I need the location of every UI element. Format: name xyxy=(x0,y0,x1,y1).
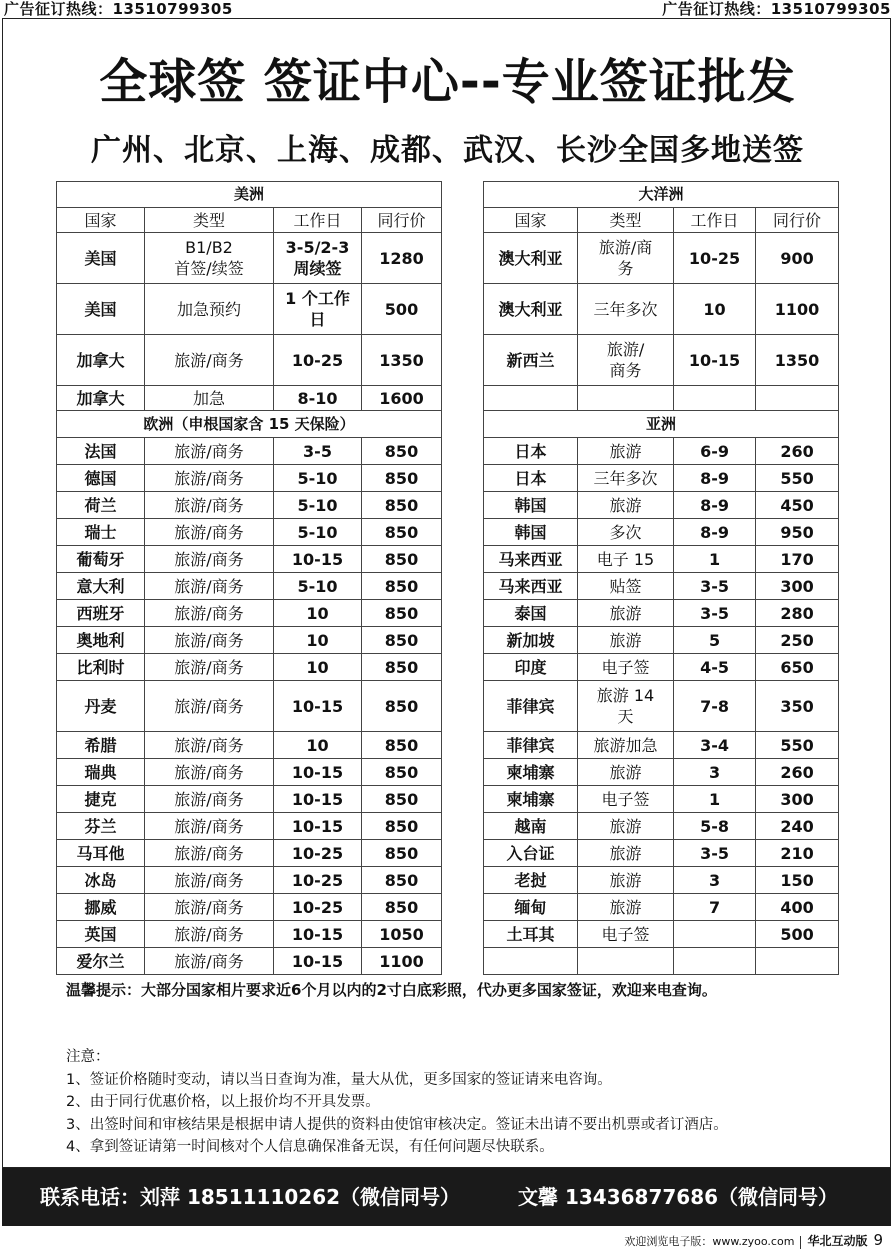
type-cell: 旅游 xyxy=(578,759,674,786)
contact-liu: 联系电话：刘萍 18511110262（微信同号） xyxy=(40,1185,461,1209)
country-cell: 入台证 xyxy=(484,840,578,867)
country-cell: 芬兰 xyxy=(57,813,145,840)
type-cell: 旅游/商务 xyxy=(145,786,274,813)
price-cell: 300 xyxy=(756,786,839,813)
price-cell: 850 xyxy=(362,438,442,465)
country-cell: 西班牙 xyxy=(57,600,145,627)
workdays-cell: 10-25 xyxy=(274,867,362,894)
country-cell: 法国 xyxy=(57,438,145,465)
country-cell: 日本 xyxy=(484,465,578,492)
country-cell: 意大利 xyxy=(57,573,145,600)
workdays-cell: 10-25 xyxy=(674,233,756,284)
type-cell: 电子签 xyxy=(578,921,674,948)
workdays-cell: 5-10 xyxy=(274,465,362,492)
workdays-cell: 1 个工作 日 xyxy=(274,284,362,335)
type-cell: 电子 15 xyxy=(578,546,674,573)
country-cell: 德国 xyxy=(57,465,145,492)
table-row xyxy=(57,813,839,840)
workdays-cell: 10-15 xyxy=(274,546,362,573)
country-cell: 越南 xyxy=(484,813,578,840)
workdays-cell: 10 xyxy=(274,627,362,654)
country-cell: 土耳其 xyxy=(484,921,578,948)
country-cell: 澳大利亚 xyxy=(484,233,578,284)
header-row xyxy=(57,208,839,233)
table-row xyxy=(57,627,839,654)
price-cell: 650 xyxy=(756,654,839,681)
country-cell: 韩国 xyxy=(484,492,578,519)
country-cell: 瑞典 xyxy=(57,759,145,786)
country-cell: 柬埔寨 xyxy=(484,786,578,813)
country-cell: 澳大利亚 xyxy=(484,284,578,335)
price-cell: 250 xyxy=(756,627,839,654)
table-row xyxy=(57,600,839,627)
type-cell: 电子签 xyxy=(578,786,674,813)
country-cell: 捷克 xyxy=(57,786,145,813)
price-cell: 300 xyxy=(756,573,839,600)
column-gap xyxy=(442,465,484,492)
column-gap xyxy=(442,840,484,867)
country-cell: 马来西亚 xyxy=(484,573,578,600)
table-row xyxy=(57,492,839,519)
workdays-cell: 8-9 xyxy=(674,465,756,492)
workdays-cell: 10-25 xyxy=(274,894,362,921)
column-gap xyxy=(442,867,484,894)
column-gap xyxy=(442,233,484,284)
type-cell: 旅游 xyxy=(578,492,674,519)
workdays-cell: 5-10 xyxy=(274,492,362,519)
table-row xyxy=(57,465,839,492)
type-cell: 旅游/ 商务 xyxy=(578,335,674,386)
workdays-cell: 6-9 xyxy=(674,438,756,465)
country-cell: 泰国 xyxy=(484,600,578,627)
price-cell: 240 xyxy=(756,813,839,840)
workdays-cell: 8-9 xyxy=(674,492,756,519)
column-gap xyxy=(442,438,484,465)
column-gap xyxy=(442,284,484,335)
workdays-cell: 3-5/2-3 周续签 xyxy=(274,233,362,284)
table-row xyxy=(57,654,839,681)
type-cell: 旅游/商务 xyxy=(145,519,274,546)
country-cell: 美国 xyxy=(57,284,145,335)
column-gap xyxy=(442,573,484,600)
bottom-bar xyxy=(624,1230,883,1250)
type-cell: 旅游/商务 xyxy=(145,894,274,921)
workdays-cell: 3 xyxy=(674,759,756,786)
table-row xyxy=(57,573,839,600)
price-cell: 550 xyxy=(756,732,839,759)
country-cell: 爱尔兰 xyxy=(57,948,145,975)
workdays-cell xyxy=(674,386,756,411)
workdays-cell: 7 xyxy=(674,894,756,921)
type-cell: 旅游 xyxy=(578,813,674,840)
section-title: 美洲 xyxy=(57,182,442,208)
type-cell: 旅游/商务 xyxy=(145,492,274,519)
type-cell: 旅游/商务 xyxy=(145,921,274,948)
price-cell: 170 xyxy=(756,546,839,573)
type-cell: 三年多次 xyxy=(578,284,674,335)
workdays-cell: 5-10 xyxy=(274,573,362,600)
workdays-cell xyxy=(674,948,756,975)
column-header: 类型 xyxy=(145,208,274,233)
workdays-cell: 8-9 xyxy=(674,519,756,546)
tip-text: 温馨提示：大部分国家相片要求近6个月以内的2寸白底彩照，代办更多国家签证，欢迎来电查询。 xyxy=(66,981,717,999)
country-cell: 马耳他 xyxy=(57,840,145,867)
note-item: 2、由于同行优惠价格，以上报价均不开具发票。 xyxy=(66,1094,380,1110)
workdays-cell: 10-15 xyxy=(274,948,362,975)
section-row xyxy=(57,411,839,438)
type-cell: 旅游/商务 xyxy=(145,465,274,492)
workdays-cell: 3-5 xyxy=(674,840,756,867)
country-cell: 马来西亚 xyxy=(484,546,578,573)
type-cell: 旅游/商务 xyxy=(145,759,274,786)
note-item: 1、签证价格随时变动，请以当日查询为准，量大从优，更多国家的签证请来电咨询。 xyxy=(66,1071,612,1088)
table-row xyxy=(57,948,839,975)
price-cell: 850 xyxy=(362,786,442,813)
workdays-cell: 3-5 xyxy=(274,438,362,465)
workdays-cell: 3 xyxy=(674,867,756,894)
country-cell: 希腊 xyxy=(57,732,145,759)
workdays-cell: 10 xyxy=(274,600,362,627)
column-header: 工作日 xyxy=(674,208,756,233)
country-cell: 葡萄牙 xyxy=(57,546,145,573)
column-gap xyxy=(442,335,484,386)
type-cell: 旅游/商务 xyxy=(145,867,274,894)
country-cell: 美国 xyxy=(57,233,145,284)
type-cell: 旅游/商务 xyxy=(145,813,274,840)
price-cell: 900 xyxy=(756,233,839,284)
workdays-cell: 3-4 xyxy=(674,732,756,759)
column-header: 国家 xyxy=(484,208,578,233)
type-cell: 旅游/商务 xyxy=(145,335,274,386)
workdays-cell: 10-15 xyxy=(274,786,362,813)
column-gap xyxy=(442,786,484,813)
price-cell: 850 xyxy=(362,732,442,759)
type-cell xyxy=(578,948,674,975)
workdays-cell: 4-5 xyxy=(674,654,756,681)
section-title: 欧洲（申根国家含 15 天保险） xyxy=(57,411,442,438)
type-cell: 旅游加急 xyxy=(578,732,674,759)
table-row xyxy=(57,786,839,813)
column-gap xyxy=(442,732,484,759)
price-cell: 850 xyxy=(362,573,442,600)
table-row xyxy=(57,894,839,921)
price-cell: 850 xyxy=(362,492,442,519)
country-cell: 柬埔寨 xyxy=(484,759,578,786)
type-cell: 加急预约 xyxy=(145,284,274,335)
column-gap xyxy=(442,546,484,573)
country-cell: 奥地利 xyxy=(57,627,145,654)
table-row xyxy=(57,233,839,284)
workdays-cell: 1 xyxy=(674,786,756,813)
table-row xyxy=(57,386,839,411)
price-cell: 850 xyxy=(362,840,442,867)
section-title: 大洋洲 xyxy=(484,182,839,208)
price-cell: 850 xyxy=(362,813,442,840)
country-cell: 菲律宾 xyxy=(484,681,578,732)
column-gap xyxy=(442,208,484,233)
type-cell: 加急 xyxy=(145,386,274,411)
price-cell: 400 xyxy=(756,894,839,921)
ad-hotline-right: 广告征订热线：13510799305 xyxy=(662,0,891,18)
table-row xyxy=(57,438,839,465)
type-cell: 旅游 xyxy=(578,438,674,465)
price-cell: 550 xyxy=(756,465,839,492)
column-gap xyxy=(442,894,484,921)
price-cell: 850 xyxy=(362,627,442,654)
type-cell: 旅游 xyxy=(578,894,674,921)
column-header: 同行价 xyxy=(362,208,442,233)
section-row xyxy=(57,182,839,208)
section-title: 亚洲 xyxy=(484,411,839,438)
country-cell: 韩国 xyxy=(484,519,578,546)
price-cell: 850 xyxy=(362,546,442,573)
table-row xyxy=(57,284,839,335)
table-row xyxy=(57,867,839,894)
table-row xyxy=(57,921,839,948)
ad-hotline-left: 广告征订热线：13510799305 xyxy=(4,0,233,18)
type-cell: B1/B2 首签/续签 xyxy=(145,233,274,284)
contact-wen: 文馨 13436877686（微信同号） xyxy=(518,1185,839,1209)
type-cell: 旅游 14 天 xyxy=(578,681,674,732)
type-cell: 旅游/商务 xyxy=(145,840,274,867)
price-cell: 1050 xyxy=(362,921,442,948)
price-cell: 280 xyxy=(756,600,839,627)
country-cell: 老挝 xyxy=(484,867,578,894)
price-cell: 500 xyxy=(362,284,442,335)
country-cell: 印度 xyxy=(484,654,578,681)
note-item: 3、出签时间和审核结果是根据申请人提供的资料由使馆审核决定。签证未出请不要出机票或者订酒店。 xyxy=(66,1116,728,1133)
workdays-cell: 7-8 xyxy=(674,681,756,732)
workdays-cell: 1 xyxy=(674,546,756,573)
table-row xyxy=(57,546,839,573)
price-cell: 150 xyxy=(756,867,839,894)
table-row xyxy=(57,681,839,732)
divider xyxy=(800,1236,801,1249)
workdays-cell: 10 xyxy=(674,284,756,335)
country-cell: 荷兰 xyxy=(57,492,145,519)
country-cell: 比利时 xyxy=(57,654,145,681)
price-cell: 850 xyxy=(362,681,442,732)
price-cell: 850 xyxy=(362,894,442,921)
workdays-cell: 5-8 xyxy=(674,813,756,840)
price-cell: 850 xyxy=(362,759,442,786)
workdays-cell: 8-10 xyxy=(274,386,362,411)
price-cell: 500 xyxy=(756,921,839,948)
price-cell xyxy=(756,948,839,975)
price-table-body xyxy=(57,182,839,975)
column-gap xyxy=(442,492,484,519)
price-cell: 210 xyxy=(756,840,839,867)
country-cell: 冰岛 xyxy=(57,867,145,894)
type-cell: 旅游/商务 xyxy=(145,546,274,573)
price-cell: 950 xyxy=(756,519,839,546)
edition-brand: 华北互动版 xyxy=(807,1234,868,1248)
type-cell: 旅游/商务 xyxy=(145,948,274,975)
column-gap xyxy=(442,654,484,681)
workdays-cell: 10-15 xyxy=(274,813,362,840)
column-gap xyxy=(442,182,484,208)
country-cell: 日本 xyxy=(484,438,578,465)
price-cell: 850 xyxy=(362,600,442,627)
workdays-cell: 5-10 xyxy=(274,519,362,546)
country-cell xyxy=(484,386,578,411)
price-cell: 1350 xyxy=(362,335,442,386)
workdays-cell: 10 xyxy=(274,732,362,759)
workdays-cell: 10-15 xyxy=(274,759,362,786)
type-cell: 旅游 xyxy=(578,867,674,894)
price-cell: 1600 xyxy=(362,386,442,411)
country-cell: 加拿大 xyxy=(57,335,145,386)
workdays-cell: 10-15 xyxy=(674,335,756,386)
price-cell: 260 xyxy=(756,438,839,465)
type-cell: 旅游/商务 xyxy=(145,438,274,465)
table-row xyxy=(57,335,839,386)
contact-footer xyxy=(2,1168,891,1226)
column-gap xyxy=(442,948,484,975)
column-header: 工作日 xyxy=(274,208,362,233)
workdays-cell: 10 xyxy=(274,654,362,681)
price-cell: 1350 xyxy=(756,335,839,386)
column-gap xyxy=(442,681,484,732)
workdays-cell: 3-5 xyxy=(674,573,756,600)
price-cell xyxy=(756,386,839,411)
workdays-cell: 5 xyxy=(674,627,756,654)
column-gap xyxy=(442,627,484,654)
table-row xyxy=(57,519,839,546)
type-cell: 贴签 xyxy=(578,573,674,600)
price-cell: 350 xyxy=(756,681,839,732)
price-cell: 850 xyxy=(362,465,442,492)
price-cell: 1280 xyxy=(362,233,442,284)
type-cell: 旅游 xyxy=(578,840,674,867)
column-header: 国家 xyxy=(57,208,145,233)
page-title: 全球签 签证中心--专业签证批发 xyxy=(99,54,796,110)
price-cell: 260 xyxy=(756,759,839,786)
type-cell: 多次 xyxy=(578,519,674,546)
workdays-cell: 10-15 xyxy=(274,921,362,948)
type-cell: 电子签 xyxy=(578,654,674,681)
page-number: 9 xyxy=(873,1231,883,1249)
country-cell: 丹麦 xyxy=(57,681,145,732)
column-gap xyxy=(442,759,484,786)
type-cell: 旅游/商 务 xyxy=(578,233,674,284)
column-gap xyxy=(442,600,484,627)
country-cell: 新加坡 xyxy=(484,627,578,654)
note-item: 4、拿到签证请第一时间核对个人信息确保准备无误，有任何问题尽快联系。 xyxy=(66,1139,554,1155)
column-gap xyxy=(442,519,484,546)
workdays-cell: 10-25 xyxy=(274,840,362,867)
country-cell: 菲律宾 xyxy=(484,732,578,759)
column-gap xyxy=(442,411,484,438)
type-cell: 旅游/商务 xyxy=(145,573,274,600)
price-cell: 1100 xyxy=(756,284,839,335)
price-cell: 1100 xyxy=(362,948,442,975)
workdays-cell xyxy=(674,921,756,948)
table-row xyxy=(57,732,839,759)
type-cell: 旅游/商务 xyxy=(145,732,274,759)
price-cell: 850 xyxy=(362,867,442,894)
site-text: 欢迎浏览电子版：www.zyoo.com xyxy=(624,1235,795,1248)
price-cell: 850 xyxy=(362,519,442,546)
country-cell: 缅甸 xyxy=(484,894,578,921)
type-cell: 旅游 xyxy=(578,627,674,654)
type-cell: 旅游/商务 xyxy=(145,627,274,654)
column-header: 同行价 xyxy=(756,208,839,233)
type-cell: 旅游/商务 xyxy=(145,654,274,681)
type-cell: 旅游/商务 xyxy=(145,681,274,732)
column-gap xyxy=(442,386,484,411)
country-cell xyxy=(484,948,578,975)
type-cell: 三年多次 xyxy=(578,465,674,492)
column-header: 类型 xyxy=(578,208,674,233)
notes-heading: 注意： xyxy=(66,1049,110,1065)
table-row xyxy=(57,759,839,786)
country-cell: 加拿大 xyxy=(57,386,145,411)
country-cell: 新西兰 xyxy=(484,335,578,386)
visa-price-table xyxy=(56,181,839,975)
type-cell: 旅游 xyxy=(578,600,674,627)
column-gap xyxy=(442,813,484,840)
country-cell: 瑞士 xyxy=(57,519,145,546)
workdays-cell: 10-25 xyxy=(274,335,362,386)
table-row xyxy=(57,840,839,867)
column-gap xyxy=(442,921,484,948)
country-cell: 挪威 xyxy=(57,894,145,921)
type-cell xyxy=(578,386,674,411)
notes xyxy=(66,1046,728,1159)
workdays-cell: 10-15 xyxy=(274,681,362,732)
price-cell: 850 xyxy=(362,654,442,681)
country-cell: 英国 xyxy=(57,921,145,948)
workdays-cell: 3-5 xyxy=(674,600,756,627)
price-cell: 450 xyxy=(756,492,839,519)
page-subtitle: 广州、北京、上海、成都、武汉、长沙全国多地送签 xyxy=(91,133,804,168)
type-cell: 旅游/商务 xyxy=(145,600,274,627)
